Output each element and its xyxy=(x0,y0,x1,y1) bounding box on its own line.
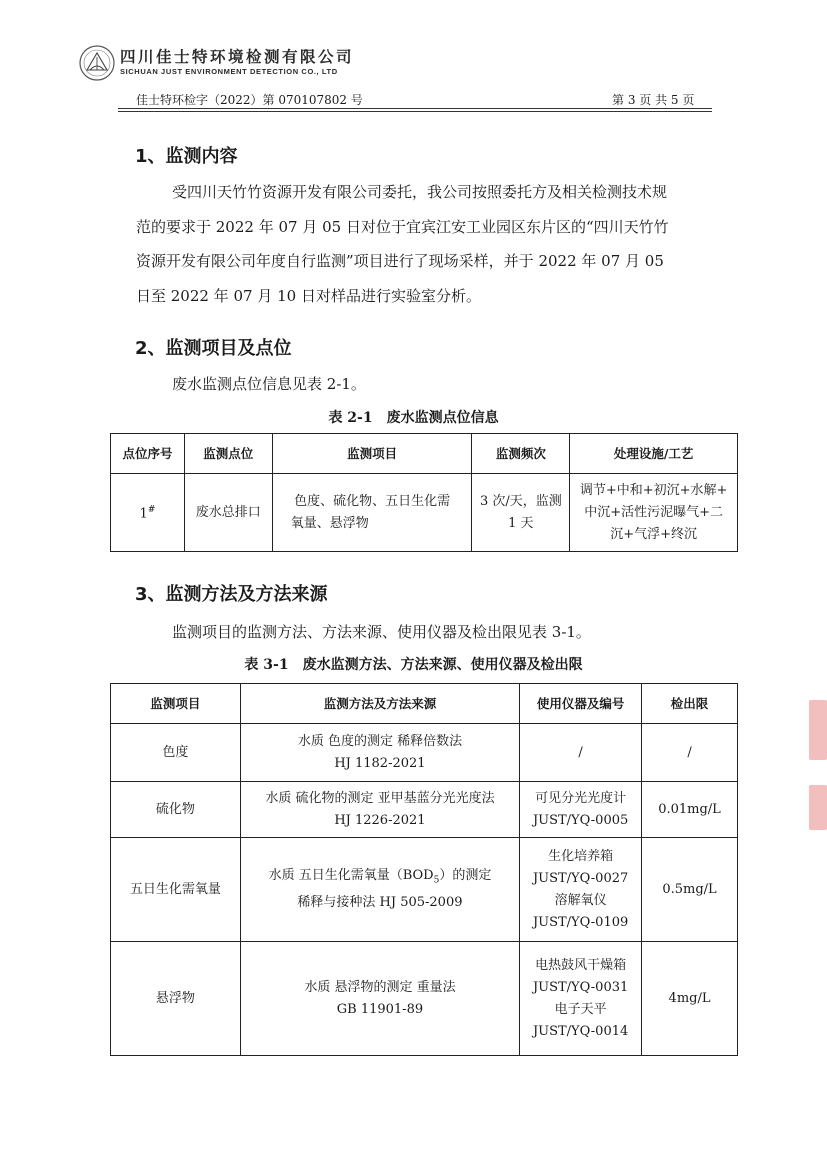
monitoring-items-cell xyxy=(272,474,472,552)
column-header: 使用仪器及编号 xyxy=(520,684,642,724)
cell-line xyxy=(245,865,515,892)
header-divider-thin xyxy=(118,111,712,112)
seal-stamp-mark xyxy=(809,700,827,760)
paragraph-line: 范的要求于 2022 年 07 月 05 日对位于宜宾江安工业园区东片区的“四川天竹竹 xyxy=(136,218,669,236)
cell-line: 水质 硫化物的测定 亚甲基蓝分光光度法 xyxy=(265,790,495,806)
paragraph-line: 日至 2022 年 07 月 10 日对样品进行实验室分析。 xyxy=(136,287,481,305)
cell-line: JUST/YQ-0005 xyxy=(532,812,629,828)
method-text: ）的测定 xyxy=(439,868,492,884)
table-name: 废水监测方法、方法来源、使用仪器及检出限 xyxy=(302,657,583,673)
table-name: 废水监测点位信息 xyxy=(386,410,499,426)
section-3-title: 3、监测方法及方法来源 xyxy=(135,584,328,605)
paragraph-line: 受四川天竹竹资源开发有限公司委托，我公司按照委托方及相关检测技术规 xyxy=(172,183,668,201)
document-number: 佳士特环检字（2022）第 070107802 号 xyxy=(136,93,363,107)
item-cell: 色度 xyxy=(111,724,241,782)
column-header: 点位序号 xyxy=(111,434,185,474)
cell-line: 水质 悬浮物的测定 重量法 xyxy=(304,979,456,995)
cell-line: 中沉+活性污泥曝气+二 xyxy=(584,504,724,520)
method-cell xyxy=(240,782,519,838)
cell-line: 沉+气浮+终沉 xyxy=(610,526,698,542)
limit-cell: 4mg/L xyxy=(642,942,738,1056)
method-cell xyxy=(240,724,519,782)
point-number: 1 xyxy=(139,506,148,522)
cell-line: 稀释与接种法 HJ 505-2009 xyxy=(297,894,463,910)
cell-line: 3 次/天，监测 xyxy=(479,493,562,509)
cell-line: 溶解氧仪 xyxy=(554,892,607,908)
table-number: 表 2-1 xyxy=(328,410,373,426)
company-logo-icon xyxy=(78,44,116,82)
table-2-1 xyxy=(110,433,738,552)
seal-stamp-mark xyxy=(809,785,827,830)
section-1-title: 1、监测内容 xyxy=(135,146,238,167)
cell-line: 生化培养箱 xyxy=(548,848,614,864)
frequency-cell xyxy=(472,474,570,552)
cell-line: HJ 1182-2021 xyxy=(334,755,426,771)
limit-cell: / xyxy=(642,724,738,782)
company-name-en: SICHUAN JUST ENVIRONMENT DETECTION CO., LTD xyxy=(120,67,338,76)
cell-line: 调节+中和+初沉+水解+ xyxy=(579,482,728,498)
cell-line: GB 11901-89 xyxy=(336,1001,424,1017)
cell-line: JUST/YQ-0014 xyxy=(532,1023,629,1039)
table-2-1-caption xyxy=(0,407,827,427)
cell-line: 色度、硫化物、五日生化需 xyxy=(294,493,451,509)
cell-line: 氧量、悬浮物 xyxy=(290,515,369,531)
company-name-cn: 四川佳士特环境检测有限公司 xyxy=(120,48,355,66)
limit-cell: 0.5mg/L xyxy=(642,838,738,942)
instrument-cell xyxy=(520,942,642,1056)
table-row xyxy=(111,838,738,942)
column-header: 监测方法及方法来源 xyxy=(240,684,519,724)
instrument-cell xyxy=(520,782,642,838)
column-header: 监测频次 xyxy=(472,434,570,474)
table-row xyxy=(111,724,738,782)
table-3-1 xyxy=(110,683,738,1056)
point-number-superscript: # xyxy=(147,505,156,516)
page-indicator: 第 3 页 共 5 页 xyxy=(612,93,695,107)
column-header: 监测项目 xyxy=(111,684,241,724)
header-divider xyxy=(118,108,712,109)
cell-line: 1 天 xyxy=(508,515,534,531)
table-row xyxy=(111,782,738,838)
column-header: 监测点位 xyxy=(184,434,272,474)
table-3-1-caption xyxy=(0,654,827,674)
method-cell xyxy=(240,838,519,942)
column-header: 监测项目 xyxy=(272,434,472,474)
table-header-row xyxy=(111,684,738,724)
column-header: 处理设施/工艺 xyxy=(570,434,738,474)
point-number-cell xyxy=(111,474,185,552)
item-cell: 硫化物 xyxy=(111,782,241,838)
cell-line: JUST/YQ-0031 xyxy=(532,979,629,995)
table-row xyxy=(111,942,738,1056)
process-cell xyxy=(570,474,738,552)
paragraph-line: 资源开发有限公司年度自行监测”项目进行了现场采样，并于 2022 年 07 月 05 xyxy=(136,252,664,270)
item-cell: 悬浮物 xyxy=(111,942,241,1056)
section-2-intro: 废水监测点位信息见表 2-1。 xyxy=(172,375,366,393)
cell-line: HJ 1226-2021 xyxy=(334,812,426,828)
cell-line: 可见分光光度计 xyxy=(535,790,627,806)
instrument-cell: / xyxy=(520,724,642,782)
method-cell xyxy=(240,942,519,1056)
table-number: 表 3-1 xyxy=(244,657,289,673)
point-location-cell: 废水总排口 xyxy=(184,474,272,552)
instrument-cell xyxy=(520,838,642,942)
method-text: 水质 五日生化需氧量（BOD xyxy=(268,868,434,884)
cell-line: JUST/YQ-0109 xyxy=(532,914,629,930)
item-cell: 五日生化需氧量 xyxy=(111,838,241,942)
cell-line: JUST/YQ-0027 xyxy=(532,870,629,886)
cell-line: 电热鼓风干燥箱 xyxy=(535,957,627,973)
section-3-intro: 监测项目的监测方法、方法来源、使用仪器及检出限见表 3-1。 xyxy=(172,623,591,641)
cell-line: 电子天平 xyxy=(554,1001,607,1017)
table-row xyxy=(111,474,738,552)
table-header-row xyxy=(111,434,738,474)
limit-cell: 0.01mg/L xyxy=(642,782,738,838)
subscript: 5 xyxy=(433,875,440,886)
section-2-title: 2、监测项目及点位 xyxy=(135,338,292,359)
column-header: 检出限 xyxy=(642,684,738,724)
cell-line: 水质 色度的测定 稀释倍数法 xyxy=(297,733,463,749)
